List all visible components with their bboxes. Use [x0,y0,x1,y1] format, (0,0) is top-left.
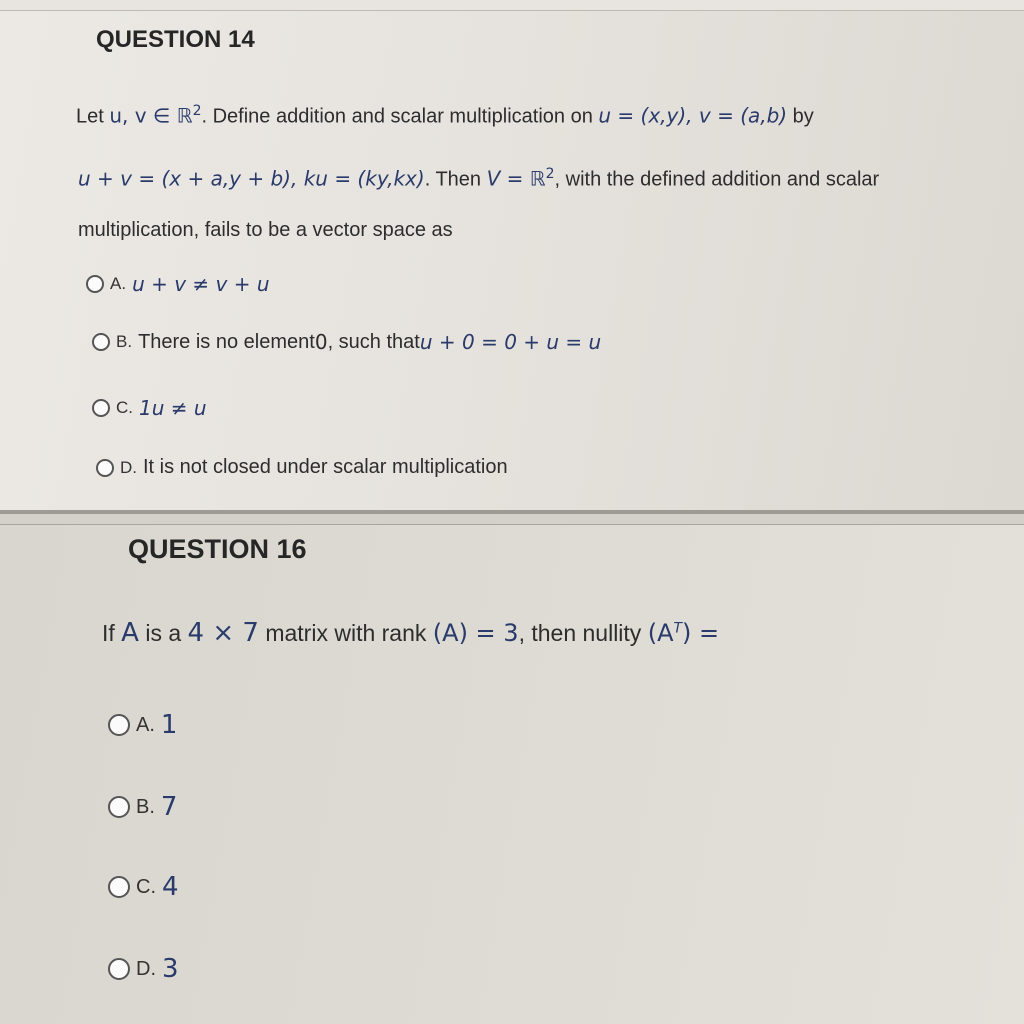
q14-option-c[interactable] [92,396,207,420]
option-letter: B. [116,332,133,351]
stem-math: u = (x,y), v = (a,b) [598,103,788,128]
question-16-title: QUESTION 16 [128,534,307,564]
stem-text: matrix with rank [258,620,433,646]
option-letter: C. [116,398,133,417]
stem-math: (A [647,619,674,647]
radio-button[interactable] [108,714,130,736]
stem-text: Let [76,105,110,128]
radio-button[interactable] [96,459,114,477]
question-14-stem-line1 [76,103,814,129]
question-16-panel [0,514,1024,1024]
question-16-stem [102,618,719,648]
stem-text: . Define addition and scalar multiplication on [201,105,599,128]
stem-text: by [787,105,814,128]
stem-math: (A) = 3 [432,619,519,647]
option-text: It is not closed under scalar multiplication [143,456,508,478]
q16-option-a[interactable] [108,710,177,740]
stem-text: , with the defined addition and scalar [554,168,880,191]
stem-superscript: T [673,620,683,637]
radio-button[interactable] [92,333,110,351]
stem-text: If [102,620,122,646]
option-math: u + 0 = 0 + u = u [419,330,602,354]
option-text: There is no element [138,330,315,353]
stem-math: u + v = (x + a,y + b), ku = (ky,kx) [78,166,425,191]
option-letter: A. [110,274,127,293]
option-letter: B. [136,795,155,818]
question-14-title: QUESTION 14 [96,26,255,53]
option-value: 3 [162,954,179,984]
q16-option-b[interactable] [108,792,177,822]
q16-option-c[interactable] [108,872,179,902]
option-letter: D. [136,957,156,980]
panel-top-border [0,514,1024,525]
option-text: , such that [327,330,420,353]
option-text: u + v ≠ v + u [132,272,270,296]
stem-superscript: 2 [545,166,555,182]
stem-math: u, v ∈ ℝ [109,103,193,128]
stem-superscript: 2 [192,103,202,119]
option-value: 4 [162,872,179,902]
stem-math: ) = [682,619,720,647]
option-text: 1u ≠ u [139,396,207,420]
radio-button[interactable] [108,958,130,980]
stem-math: V = ℝ [486,166,546,191]
option-letter: D. [120,457,137,477]
panel-top-border [0,0,1024,11]
question-14-stem-line3: multiplication, fails to be a vector space as [78,219,453,241]
stem-math: 4 × 7 [187,618,259,648]
q14-option-b[interactable] [92,330,601,354]
stem-text: . Then [424,168,487,191]
q14-option-d[interactable] [96,456,508,479]
q16-option-d[interactable] [108,954,179,984]
question-14-stem-line2 [78,166,879,192]
option-letter: A. [136,713,155,736]
stem-math: A [121,618,139,648]
radio-button[interactable] [108,876,130,898]
option-value: 1 [160,710,178,740]
radio-button[interactable] [92,399,110,417]
stem-text: is a [138,620,188,646]
stem-text: , then nullity [518,620,648,646]
option-value: 7 [160,792,178,822]
option-math: 0 [314,330,328,354]
radio-button[interactable] [108,796,130,818]
q14-option-a[interactable] [86,272,270,296]
radio-button[interactable] [86,275,104,293]
option-letter: C. [136,875,156,898]
